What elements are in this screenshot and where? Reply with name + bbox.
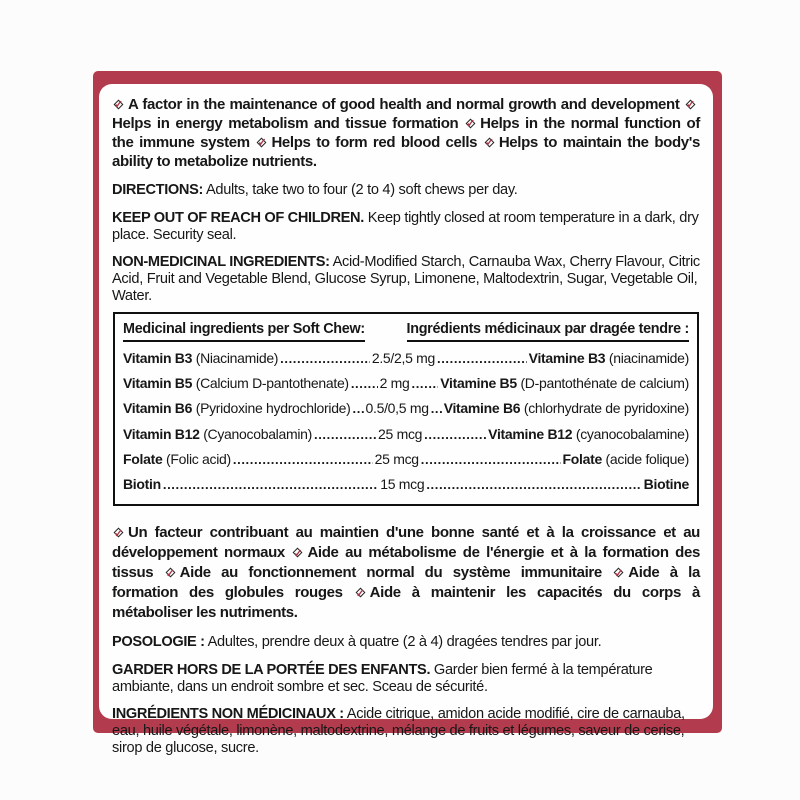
ingredient-detail-fr: (acide folique) [605,450,689,467]
ingredient-name-en: Folate [123,450,163,467]
benefit-segment-en: Helps in the normal function of the immune system [112,115,700,151]
medicinal-ingredients-table [113,312,699,506]
garder-text: Garder bien fermé à la température ambiante, dans un endroit sombre et sec. Sceau de sécurité. [112,661,653,695]
diamond-check-icon [613,567,624,578]
dot-leader [353,400,364,417]
ingredient-detail-en: (Cyanocobalamin) [203,425,312,442]
posologie-section [112,634,700,651]
ingredient-amount: 0.5/0,5 mg [365,400,429,417]
diamond-check-icon [685,99,696,110]
benefits-paragraph-en [112,95,700,171]
non-medicinal-section [112,254,700,304]
keep-out-section [112,210,700,244]
diamond-check-icon [292,547,303,558]
benefit-segment-en: Helps to form red blood cells [271,134,478,151]
ingredient-name-en: Vitamin B3 [123,349,193,366]
ingredient-amount: 2.5/2,5 mg [371,349,435,366]
ingredient-name-en: Vitamin B6 [123,400,193,417]
ingredient-detail-fr: (chlorhydrate de pyridoxine) [523,400,690,417]
ingredient-detail-en: (Pyridoxine hydrochloride) [195,400,351,417]
benefit-segment-en: Helps to maintain the body's ability to metabolize nutrients. [112,134,700,170]
dot-leader [437,350,527,367]
dot-leader [280,350,370,367]
diamond-check-icon [465,118,476,129]
ingredient-detail-fr: (D-pantothénate de calcium) [520,375,689,392]
keep-out-label: KEEP OUT OF REACH OF CHILDREN. [112,209,364,226]
diamond-check-icon [113,99,124,110]
posologie-text: Adultes, prendre deux à quatre (2 à 4) dragées tendres par jour. [207,633,602,650]
ingredient-name-en: Vitamin B5 [123,375,193,392]
directions-text: Adults, take two to four (2 to 4) soft chews per day. [205,182,518,198]
non-medicinal-label: NON-MEDICINAL INGREDIENTS: [112,254,330,271]
benefits-paragraph-fr [112,523,700,623]
table-row [123,400,689,417]
table-header-row [123,321,689,342]
ingredient-amount: 25 mcg [374,450,419,467]
ingredient-detail-en: (Calcium D-pantothenate) [195,375,349,392]
ingredient-amount: 15 mcg [380,475,425,492]
garder-label: GARDER HORS DE LA PORTÉE DES ENFANTS. [112,661,431,678]
table-header-fr: Ingrédients médicinaux par dragée tendre : [407,321,690,342]
benefit-segment-fr: Aide au métabolisme de l'énergie et à la formation des tissus [112,543,700,581]
benefit-segment-fr: Aide au fonctionnement normal du système immunitaire [179,563,602,581]
ingredient-name-fr: Vitamine B6 [443,400,521,417]
ingredient-detail-en: (Niacinamide) [195,349,279,366]
ingredient-name-fr: Vitamine B5 [440,375,517,392]
table-row [123,476,689,493]
keep-out-text: Keep tightly closed at room temperature in a dark, dry place. Security seal. [112,209,699,243]
table-row [123,426,689,443]
ingredients-fr-section [112,706,700,756]
benefit-segment-fr: Aide à la formation des globules rouges [112,563,700,601]
diamond-check-icon [355,587,366,598]
garder-section [112,662,700,696]
directions-section [112,182,700,199]
dot-leader [424,426,486,443]
table-row [123,375,689,392]
posologie-label: POSOLOGIE : [112,633,205,650]
dot-leader [351,375,378,392]
dot-leader [431,400,442,417]
ingredient-name-fr: Vitamine B12 [488,425,573,442]
table-row [123,451,689,468]
diamond-check-icon [256,137,267,148]
ingredient-name-fr: Folate [562,450,602,467]
ingredient-name-en: Vitamin B12 [123,425,200,442]
ingredient-amount: 25 mcg [378,425,423,442]
ingredient-name-fr: Biotine [643,475,690,492]
ingredient-name-en: Biotin [123,475,161,492]
non-medicinal-text: Acid-Modified Starch, Carnauba Wax, Cherry Flavour, Citric Acid, Fruit and Vegetable Blend, Glucose Syrup, Limonene, Maltodextrin, Sugar, Vegetable Oil, Water. [112,254,700,304]
label-panel [99,84,713,756]
benefit-segment-fr: Aide à maintenir les capacités du corps à métaboliser les nutriments. [112,583,700,621]
ingredient-amount: 2 mg [379,375,410,392]
dot-leader [314,426,376,443]
ingredients-fr-text: Acide citrique, amidon acide modifié, cire de carnauba, eau, huile végétale, limonène, maltodextrine, mélange de fruits et légumes, saveur de cerise, sirop de glucose, sucre. [112,706,685,756]
package-red-frame [93,71,722,756]
directions-label: DIRECTIONS: [112,182,204,198]
dot-leader [421,451,561,468]
diamond-check-icon [113,527,124,538]
ingredient-name-fr: Vitamine B3 [528,349,606,366]
diamond-check-icon [484,137,495,148]
table-row [123,350,689,367]
ingredients-fr-label: INGRÉDIENTS NON MÉDICINAUX : [112,706,344,723]
dot-leader [412,375,439,392]
ingredient-detail-en: (Folic acid) [166,450,231,467]
benefit-segment-fr: Un facteur contribuant au maintien d'une bonne santé et à la croissance et au développement normaux [112,523,700,561]
table-header-en: Medicinal ingredients per Soft Chew: [123,321,365,342]
benefit-segment-en: Helps in energy metabolism and tissue formation [112,115,459,132]
dot-leader [233,451,373,468]
ingredient-detail-fr: (cyanocobalamine) [575,425,690,442]
ingredient-detail-fr: (niacinamide) [608,349,689,366]
dot-leader [426,476,641,493]
benefit-segment-en: A factor in the maintenance of good health and normal growth and development [128,96,680,113]
diamond-check-icon [165,567,176,578]
dot-leader [163,476,378,493]
